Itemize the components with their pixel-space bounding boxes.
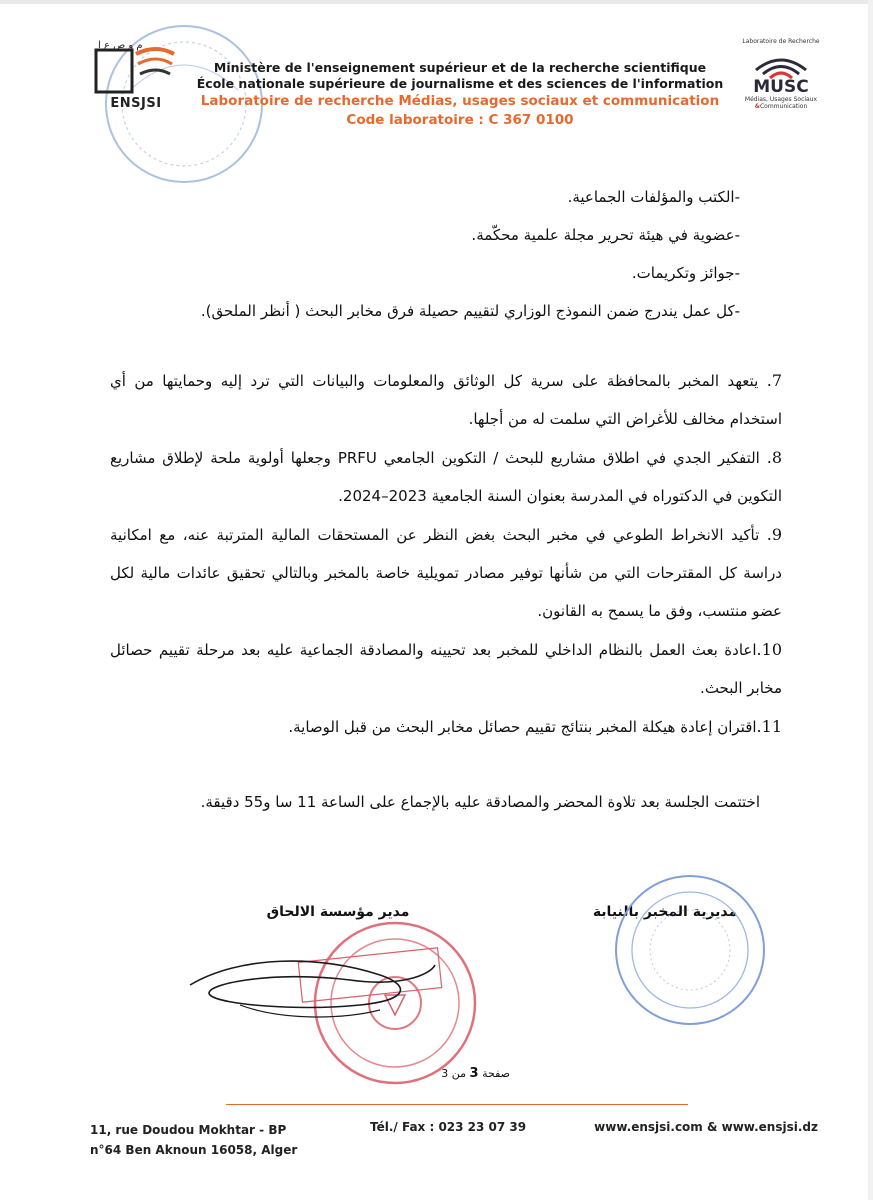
bullet-item: -كل عمل يندرج ضمن النموذج الوزاري لتقييم حصيلة فرق مخابر البحث ( أنظر الملحق). — [200, 302, 740, 320]
school-line: École nationale supérieure de journalisme et des sciences de l'information — [196, 76, 724, 91]
bullet-item: -عضوية في هيئة تحرير مجلة علمية محكّمة. — [471, 226, 740, 244]
closing-sentence: اختتمت الجلسة بعد تلاوة المحضر والمصادقة عليه بالإجماع على الساعة 11 سا و55 دقيقة. — [200, 793, 760, 811]
signature-title-director: مدير مؤسسة الالحاق — [266, 904, 410, 920]
bullet-item: -الكتب والمؤلفات الجماعية. — [567, 188, 740, 206]
bullet-item: -جوائز وتكريمات. — [631, 264, 740, 282]
handwritten-signature-icon — [180, 945, 440, 1035]
bullet-list — [120, 178, 740, 330]
lab-code-line: Code laboratoire : C 367 0100 — [346, 112, 574, 128]
footer-phone: Tél./ Fax : 023 23 07 39 — [370, 1120, 527, 1134]
numbered-items — [110, 362, 782, 747]
scan-right-edge — [868, 0, 873, 1200]
list-item: 10.اعادة بعث العمل بالنظام الداخلي للمخبر بعد تحيينه والمصادقة الجماعية عليه بعد مرحلة تقييم حصائل مخابر البحث. — [110, 640, 782, 697]
list-item: 7. يتعهد المخبر بالمحافظة على سرية كل الوثائق والمعلومات والبيانات التي ترد إليه وحمايتها من أي استخدام مخالف للأغراض التي سلمت له من أجلها. — [110, 371, 782, 428]
ensjsi-book-icon — [86, 40, 186, 100]
svg-text:م و ص ع إ: م و ص ع إ — [98, 40, 143, 51]
ensjsi-logo — [86, 40, 186, 130]
footer-address-line1: 11, rue Doudou Mokhtar - BP — [90, 1123, 287, 1137]
list-item: 9. تأكيد الانخراط الطوعي في مخبر البحث بغض النظر عن المستحقات المالية المترتبة عنه، مع امكانية دراسة كل المقترحات التي من شأنها توفير مصادر تمويلية خاصة بالمخبر وبالتالي تحقيق عائدات مالية لكل عضو منتسب، وفق ما يسمح به القانون. — [110, 525, 782, 620]
musc-logo-name: MUSC — [753, 77, 809, 97]
lab-blue-stamp-icon — [608, 870, 773, 1030]
footer-address-line2: n°64 Ben Aknoun 16058, Alger — [90, 1143, 298, 1157]
signature-title-lab: مديرية المخبر بالنيابة — [592, 904, 738, 920]
ministry-line: Ministère de l'enseignement supérieur et de la recherche scientifique — [213, 60, 707, 75]
scan-top-edge — [0, 0, 873, 4]
musc-logo-top-text: Laboratoire de Recherche — [742, 38, 820, 45]
ensjsi-logo-text: ENSJSI — [110, 96, 162, 111]
musc-logo — [740, 38, 822, 128]
musc-waves-icon — [751, 50, 811, 80]
list-item: 8. التفكير الجدي في اطلاق مشاريع للبحث / التكوين الجامعي PRFU وجعلها أولوية ملحة لإطلاق مشاريع التكوين في الدكتوراه في المدرسة بعنوان السنة الجامعية 2023–2024. — [110, 448, 783, 505]
lab-line: Laboratoire de recherche Médias, usages sociaux et communication — [200, 93, 720, 109]
letterhead — [190, 60, 730, 130]
page-number: صفحة 3 من 3 — [441, 1066, 510, 1081]
footer-address — [90, 1120, 350, 1160]
musc-logo-sub2: &Communication — [754, 103, 808, 110]
footer-website-link[interactable]: www.ensjsi.com & www.ensjsi.dz — [594, 1120, 818, 1134]
list-item: 11.اقتران إعادة هيكلة المخبر بنتائج تقييم حصائل مخابر البحث من قبل الوصاية. — [288, 717, 782, 736]
musc-logo-sub1: Médias, Usages Sociaux — [744, 96, 818, 103]
footer-divider — [226, 1104, 688, 1105]
